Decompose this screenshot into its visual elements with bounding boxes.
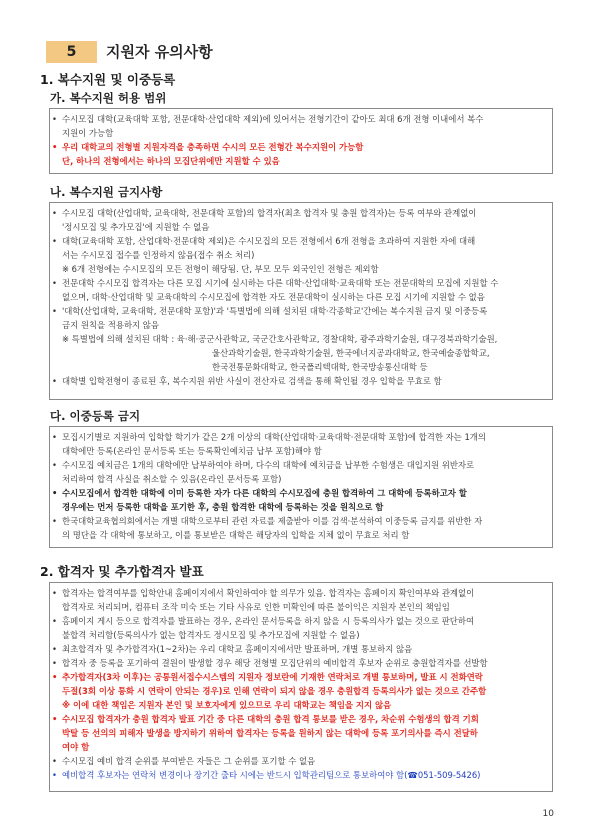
page-number: 10 [542,809,554,819]
forbidden-note: ※ 특별법에 의해 설치된 대학 : 육·해·공군사관학교, 국군간호사관학교, 경찰대학, 광주과학기술원, 대구경북과학기술원, [62,334,498,344]
forbidden-box [49,202,553,400]
section-number-badge: 5 [46,41,97,63]
double-registration-box [49,426,553,548]
forbidden-note: ※ 6개 전형에는 수시모집의 모든 전형이 해당됨. 단, 부모 모두 외국인인 전형은 제외함 [62,264,379,274]
double-line-emphasis: 경우에는 먼저 등록한 대학을 포기한 후, 충원 합격한 대학에 등록하는 것을 원칙으로 함 [62,502,384,512]
results-line: • 합격자는 합격여부를 입학안내 홈페이지에서 확인하여야 할 의무가 있음. 합격자는 홈페이지 확인여부와 관계없이 [62,586,544,600]
double-line: 대학에만 등록(온라인 문서등록 또는 등록확인예치금 납부 포함)해야 함 [62,446,322,456]
double-line-emphasis: • 수시모집에서 합격한 대학에 이미 등록한 자가 다른 대학의 수시모집에 충원 합격하여 그 대학에 등록하고자 할 [62,486,544,500]
forbidden-line: 없으며, 대학·산업대학 및 교육대학의 수시모집에 합격한 자도 전문대학이 실시하는 다른 모집 시기에 지원할 수 없음 [62,292,485,302]
results-line: • 합격자 중 등록을 포기하여 결원이 발생할 경우 해당 전형별 모집단위의 예비합격 후보자 순위로 충원합격자를 선발함 [62,656,544,670]
double-line: 처리하여 합격 사실을 취소할 수 있음(온라인 문서등록 포함) [62,474,282,484]
results-box [49,582,553,792]
results-line-emphasis: • 추가합격자(3차 이후)는 공통원서접수시스템의 지원자 정보란에 기재한 연락처로 개별 통보하며, 발표 시 전화연락 [62,670,544,684]
forbidden-note: 한국전통문화대학교, 한국폴리텍대학, 한국방송통신대학 등 [212,362,428,372]
allowed-line: • 수시모집 대학(교육대학 포함, 전문대학·산업대학 제외)에 있어서는 전형기간이 같아도 최대 6개 전형 이내에서 복수 [62,112,544,126]
heading-forbidden: 나. 복수지원 금지사항 [50,185,163,199]
heading-results: 2. 합격자 및 추가합격자 발표 [40,564,204,579]
allowed-line: 지원이 가능함 [62,128,114,138]
forbidden-line: • 대학(교육대학 포함, 산업대학·전문대학 제외)은 수시모집의 모든 전형에서 6개 전형을 초과하여 지원한 자에 대해 [62,234,544,248]
results-line: 불합격 처리함(등록의사가 없는 합격자도 정시모집 및 추가모집에 지원할 수 없음) [62,630,360,640]
forbidden-line: '정시모집 및 추가모집'에 지원할 수 없음 [62,222,210,232]
allowed-line-emphasis: • 우리 대학교의 전형별 지원자격을 충족하면 수시의 모든 전형간 복수지원이 가능함 [62,140,544,154]
forbidden-line: • '대학(산업대학, 교육대학, 전문대학 포함)'과 '특별법에 의해 설치된 대학·각종학교'간에는 복수지원 금지 및 이중등록 [62,304,544,318]
results-line-notice: • 예비합격 후보자는 연락처 변경이나 장기간 출타 시에는 반드시 입학관리팀으로 통보하여야 함(☎051-509-5426) [62,768,544,782]
section-title: 지원자 유의사항 [106,43,213,61]
forbidden-line: • 수시모집 대학(산업대학, 교육대학, 전문대학 포함)의 합격자(최초 합격자 및 충원 합격자)는 등록 여부와 관계없이 [62,206,544,220]
results-line: • 홈페이지 게시 등으로 합격자를 발표하는 경우, 온라인 문서등록을 하지 않을 시 등록의사가 없는 것으로 판단하여 [62,614,544,628]
results-line-emphasis: 두절(3회 이상 통화 시 연락이 안되는 경우)로 인해 연락이 되지 않을 경우 충원합격 등록의사가 없는 것으로 간주함 [62,686,487,696]
results-note-emphasis: ※ 이에 대한 책임은 지원자 본인 및 보호자에게 있으므로 우리 대학교는 책임을 지지 않음 [62,700,392,710]
results-line-emphasis: 박탈 등 선의의 피해자 발생을 방지하기 위하여 합격자는 등록을 원하지 않는 대학에 등록 포기의사를 즉시 전달하 [62,728,478,738]
forbidden-note: 울산과학기술원, 한국과학기술원, 한국에너지공과대학교, 한국예술종합학교, [212,348,490,358]
forbidden-line: 금지 원칙을 적용하지 않음 [62,320,159,330]
forbidden-line: • 대학별 입학전형이 종료된 후, 복수지원 위반 사실이 전산자료 검색을 통해 확인될 경우 입학을 무효로 함 [62,374,544,388]
heading-double-registration: 다. 이중등록 금지 [50,409,141,423]
results-line-emphasis: • 수시모집 합격자가 충원 합격자 발표 기간 중 다른 대학의 충원 합격 통보를 받은 경우, 차순위 수험생의 합격 기회 [62,712,544,726]
double-line: 의 명단을 각 대학에 통보하고, 이를 통보받은 대학은 해당자의 입학을 지체 없이 무효로 처리 함 [62,530,410,540]
forbidden-line: 서는 수시모집 접수를 인정하지 않음(접수 취소 처리) [62,250,255,260]
results-line: 합격자로 처리되며, 컴퓨터 조작 미숙 또는 기타 사유로 인한 미확인에 따른 불이익은 지원자 본인의 책임임 [62,602,450,612]
results-line-emphasis: 여야 함 [62,742,90,752]
allowed-line-emphasis: 단, 하나의 전형에서는 하나의 모집단위에만 지원할 수 있음 [62,156,280,166]
double-line: • 한국대학교육협의회에서는 개별 대학으로부터 관련 자료를 제출받아 이를 검색·분석하여 이중등록 금지를 위반한 자 [62,514,544,528]
double-line: • 모집시기별로 지원하여 입학할 학기가 같은 2개 이상의 대학(산업대학·교육대학·전문대학 포함)에 합격한 자는 1개의 [62,430,544,444]
results-line: • 최초합격자 및 추가합격자(1~2차)는 우리 대학교 홈페이지에서만 발표하며, 개별 통보하지 않음 [62,642,544,656]
heading-allowed-range: 가. 복수지원 허용 범위 [50,91,167,105]
heading-multiple-application: 1. 복수지원 및 이중등록 [40,72,176,87]
allowed-range-box [49,108,553,174]
double-line: • 수시모집 예치금은 1개의 대학에만 납부하여야 하며, 다수의 대학에 예치금을 납부한 수험생은 대입지원 위반자로 [62,458,544,472]
results-line: • 수시모집 예비 합격 순위를 부여받은 자들은 그 순위를 포기할 수 없음 [62,754,544,768]
forbidden-line: • 전문대학 수시모집 합격자는 다른 모집 시기에 실시하는 다른 대학·산업대학·교육대학 또는 전문대학의 모집에 지원할 수 [62,276,544,290]
